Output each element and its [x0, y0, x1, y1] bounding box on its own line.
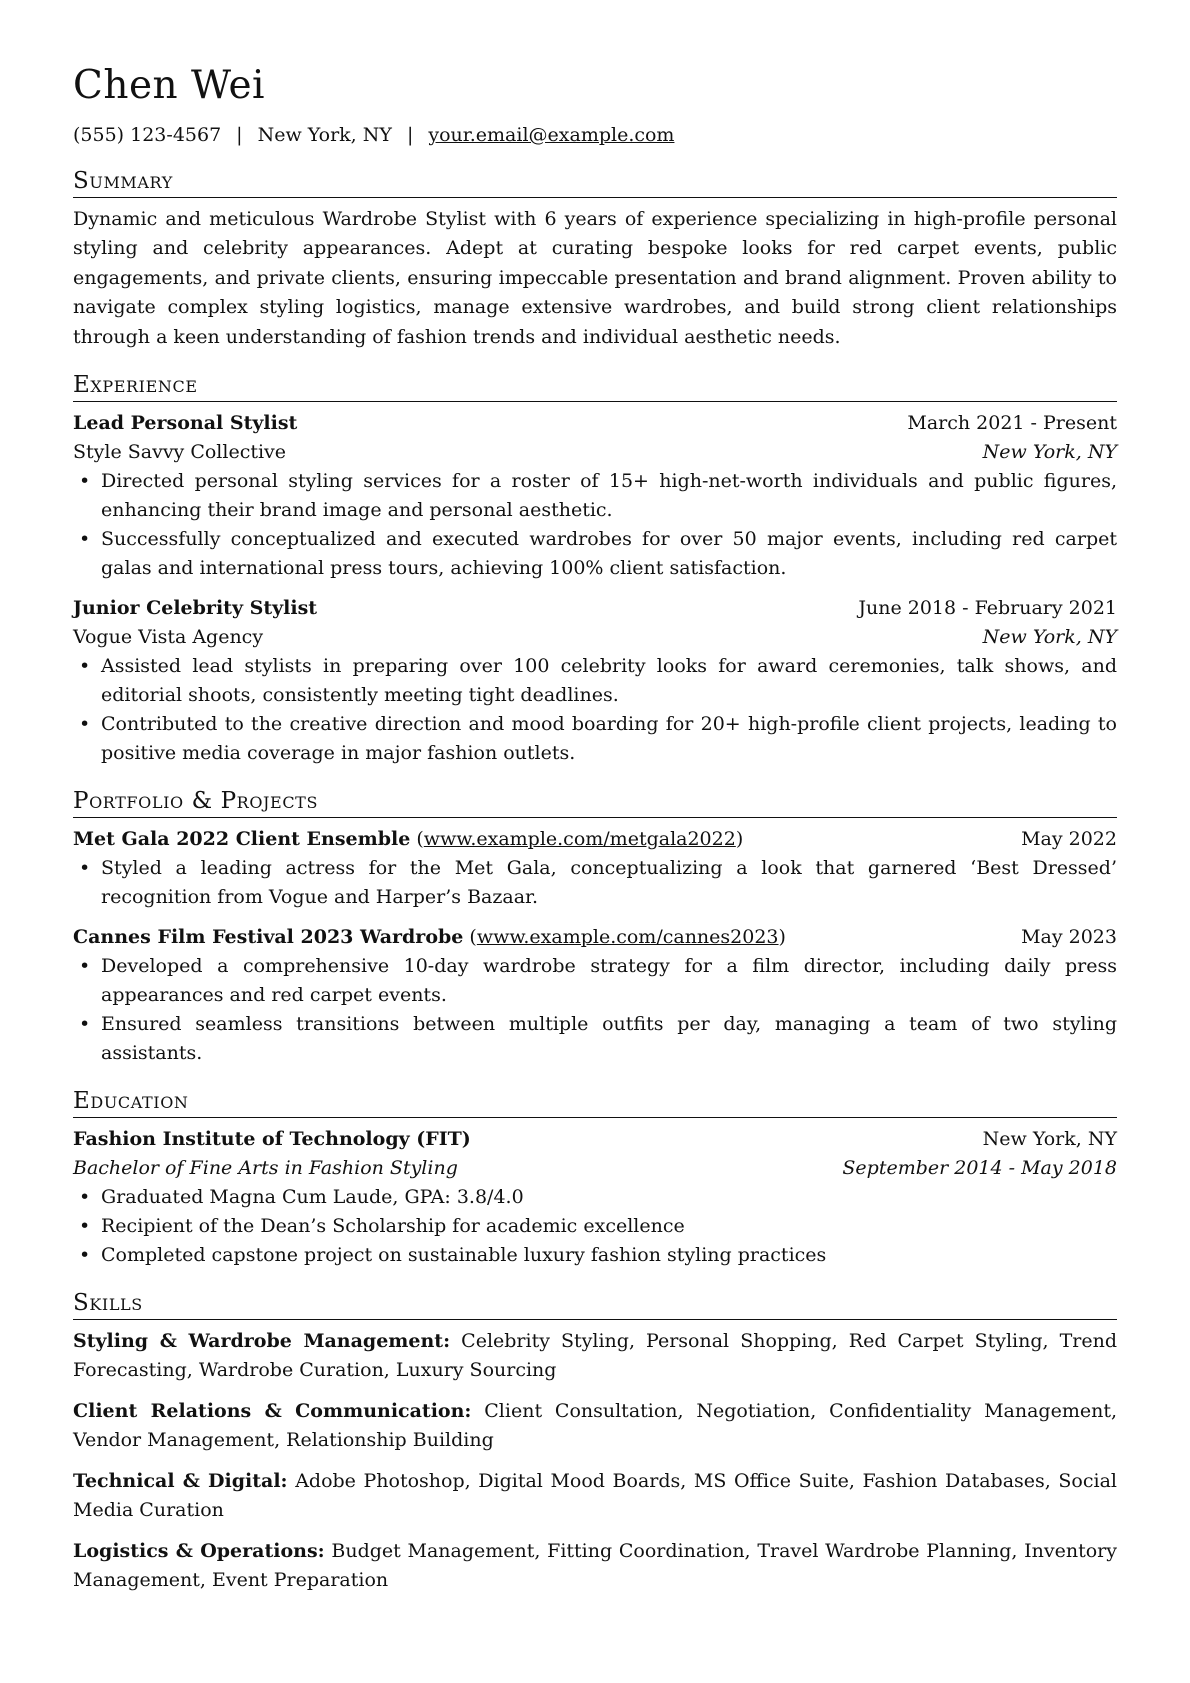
phone-number: (555) 123-4567 [73, 124, 222, 146]
job-company: Vogue Vista Agency [73, 626, 264, 649]
contact-separator: | [236, 124, 243, 146]
education-entry [73, 1125, 1117, 1270]
education-dates: September 2014 - May 2018 [842, 1157, 1117, 1180]
skill-items: Client Consultation, Negotiation, Confidentiality Management, Vendor Management, Relationship Building [73, 1400, 1118, 1452]
list-item: • Graduated Magna Cum Laude, GPA: 3.8/4.0 [73, 1183, 1117, 1212]
skill-group [73, 1327, 1117, 1385]
list-item: • Styled a leading actress for the Met Gala, conceptualizing a look that garnered ‘Best Dressed’ recognition from Vogue and Harper’s Bazaar. [73, 854, 1117, 912]
skill-group [73, 1397, 1117, 1455]
job-bullets [73, 652, 1117, 768]
experience-section [73, 370, 1117, 768]
job-bullets [73, 467, 1117, 583]
degree: Bachelor of Fine Arts in Fashion Styling [73, 1157, 458, 1180]
project-bullets [73, 952, 1117, 1068]
list-item: • Contributed to the creative direction and mood boarding for 20+ high-profile client projects, leading to positive media coverage in major fashion outlets. [73, 710, 1117, 768]
school-location: New York, NY [982, 1128, 1117, 1151]
education-section [73, 1086, 1117, 1270]
contact-separator: | [406, 124, 414, 146]
contact-line [73, 122, 1117, 148]
email-link[interactable]: your.email@example.com [428, 124, 675, 146]
job-company: Style Savvy Collective [73, 441, 287, 464]
section-title-projects: Portfolio & Projects [73, 786, 1117, 818]
list-item: • Recipient of the Dean’s Scholarship for academic excellence [73, 1212, 1117, 1241]
skill-label: Logistics & Operations: [73, 1540, 325, 1563]
education-bullets [73, 1183, 1117, 1270]
list-item: • Successfully conceptualized and executed wardrobes for over 50 major events, including red carpet galas and international press tours, achieving 100% client satisfaction. [73, 525, 1117, 583]
location: New York, NY [257, 124, 392, 146]
projects-section [73, 786, 1117, 1068]
summary-section [73, 166, 1117, 352]
list-item: • Ensured seamless transitions between multiple outfits per day, managing a team of two styling assistants. [73, 1010, 1117, 1068]
list-item: • Directed personal styling services for a roster of 15+ high-net-worth individuals and public figures, enhancing their brand image and personal aesthetic. [73, 467, 1117, 525]
project-name: Cannes Film Festival 2023 Wardrobe [73, 926, 464, 949]
job-entry [73, 409, 1117, 583]
project-entry: Cannes Film Festival 2023 Wardrobe (www.example.com/cannes2023) May 2023 • Developed a comprehensive 10-day wardrobe strategy for a film director, including daily press appearances and red carpet events. • Ensured seamless transitions between multiple outfits per day, managing a team of two styling assistants. [73, 923, 1117, 1068]
project-bullets [73, 854, 1117, 912]
project-entry: Met Gala 2022 Client Ensemble (www.example.com/metgala2022) May 2022 • Styled a leading actress for the Met Gala, conceptualizing a look that garnered ‘Best Dressed’ recognition from Vogue and Harper’s Bazaar. [73, 825, 1117, 912]
skill-label: Client Relations & Communication: [73, 1400, 472, 1423]
job-entry [73, 594, 1117, 768]
project-date: May 2022 [1021, 828, 1117, 851]
job-location: New York, NY [982, 441, 1117, 464]
section-title-education: Education [73, 1086, 1117, 1118]
skills-section [73, 1288, 1117, 1595]
skill-items: Budget Management, Fitting Coordination, Travel Wardrobe Planning, Inventory Management, Event Preparation [73, 1540, 1117, 1592]
candidate-name: Chen Wei [73, 63, 266, 108]
project-link[interactable]: www.example.com/metgala2022 [423, 828, 736, 851]
job-dates: March 2021 - Present [907, 412, 1117, 435]
skill-group [73, 1537, 1117, 1595]
section-title-experience: Experience [73, 370, 1117, 402]
school-name: Fashion Institute of Technology (FIT) [73, 1128, 471, 1151]
list-item: • Assisted lead stylists in preparing over 100 celebrity looks for award ceremonies, talk shows, and editorial shoots, consistently meeting tight deadlines. [73, 652, 1117, 710]
job-location: New York, NY [982, 626, 1117, 649]
skill-label: Styling & Wardrobe Management: [73, 1330, 451, 1353]
section-title-skills: Skills [73, 1288, 1117, 1320]
skill-items: Adobe Photoshop, Digital Mood Boards, MS Office Suite, Fashion Databases, Social Media Curation [73, 1470, 1117, 1522]
section-title-summary: Summary [73, 166, 1117, 198]
job-dates: June 2018 - February 2021 [858, 597, 1117, 620]
project-date: May 2023 [1021, 926, 1117, 949]
project-name: Met Gala 2022 Client Ensemble [73, 828, 411, 851]
list-item: • Developed a comprehensive 10-day wardrobe strategy for a film director, including daily press appearances and red carpet events. [73, 952, 1117, 1010]
job-role: Junior Celebrity Stylist [73, 597, 318, 620]
job-role: Lead Personal Stylist [73, 412, 298, 435]
skill-items: Celebrity Styling, Personal Shopping, Red Carpet Styling, Trend Forecasting, Wardrobe Curation, Luxury Sourcing [73, 1330, 1118, 1382]
summary-text: Dynamic and meticulous Wardrobe Stylist with 6 years of experience specializing in high-profile personal styling and celebrity appearances. Adept at curating bespoke looks for red carpet events, public engagements, and private clients, ensuring impeccable presentation and brand alignment. Proven ability to navigate complex styling logistics, manage extensive wardrobes, and build strong client relationships through a keen understanding of fashion trends and individual aesthetic needs. [73, 208, 1117, 348]
skill-group [73, 1467, 1117, 1525]
skill-label: Technical & Digital: [73, 1470, 288, 1493]
project-link[interactable]: www.example.com/cannes2023 [476, 926, 779, 949]
list-item: • Completed capstone project on sustainable luxury fashion styling practices [73, 1241, 1117, 1270]
